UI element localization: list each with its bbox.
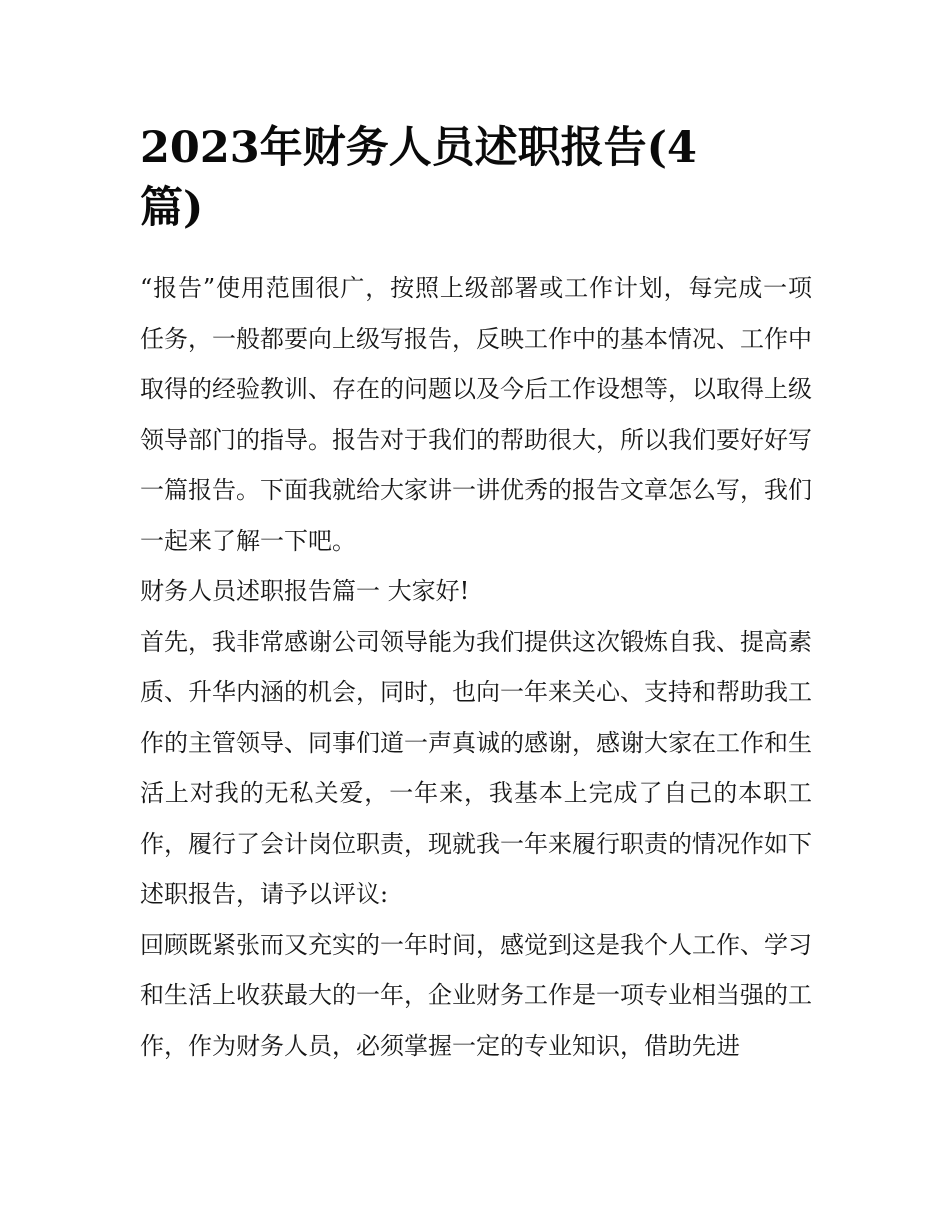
paragraph-intro: “报告”使用范围很广，按照上级部署或工作计划，每完成一项任务，一般都要向上级写报告，反映工作中的基本情况、工作中取得的经验教训、存在的问题以及今后工作设想等，以取得上级领导部门的指导。报告对于我们的帮助很大，所以我们要好好写一篇报告。下面我就给大家讲一讲优秀的报告文章怎么写，我们一起来了解一下吧。 (140, 274, 812, 555)
paragraph-section-heading: 财务人员述职报告篇一 大家好! (140, 577, 470, 605)
document-page (140, 118, 812, 1071)
paragraph-thanks: 首先，我非常感谢公司领导能为我们提供这次锻炼自我、提高素质、升华内涵的机会，同时，也向一年来关心、支持和帮助我工作的主管领导、同事们道一声真诚的感谢，感谢大家在工作和生活上对我的无私关爱，一年来，我基本上完成了自己的本职工作，履行了会计岗位职责，现就我一年来履行职责的情况作如下述职报告，请予以评议: (140, 627, 812, 908)
document-body (140, 263, 812, 1071)
title-line-2: 篇) (140, 183, 204, 233)
paragraph-review: 回顾既紧张而又充实的一年时间，感觉到这是我个人工作、学习和生活上收获最大的一年，企业财务工作是一项专业相当强的工作，作为财务人员，必须掌握一定的专业知识，借助先进 (140, 930, 812, 1060)
document-title (140, 118, 812, 238)
title-line-1: 2023年财务人员述职报告(4 (140, 123, 697, 173)
